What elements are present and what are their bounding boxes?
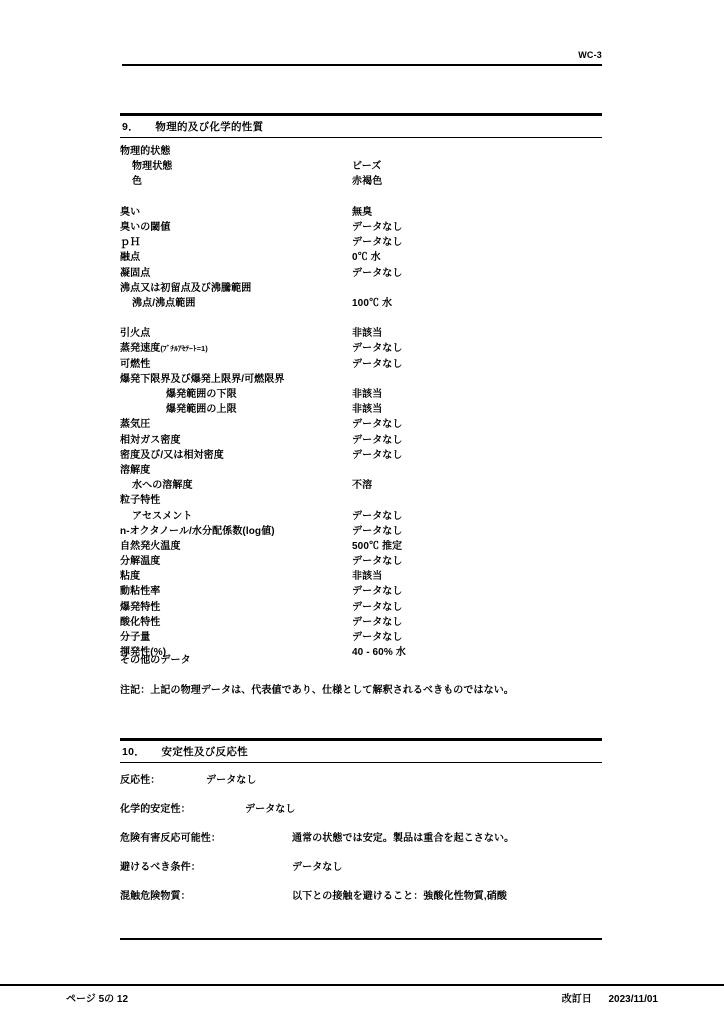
property-row [120, 387, 602, 402]
revision-info [562, 990, 658, 1005]
stability-value: 以下との接触を避けること：強酸化性物質,硝酸 [292, 891, 507, 902]
property-row [120, 524, 602, 539]
property-row [120, 266, 602, 281]
property-label: 蒸発速度 [120, 343, 161, 355]
section-10-title-line [120, 741, 602, 762]
stability-reactivity-list [120, 771, 602, 916]
property-row [120, 250, 602, 265]
property-row [120, 296, 602, 311]
property-value: データなし [352, 510, 403, 522]
property-label: 水への溶解度 [132, 480, 193, 492]
property-value: データなし [352, 419, 403, 431]
property-label: 分子量 [120, 632, 151, 643]
property-label: 爆発範囲の下限 [166, 389, 237, 400]
row-spacer [120, 311, 602, 326]
property-value: 無臭 [352, 206, 373, 218]
property-label: 粒子特性 [120, 495, 161, 507]
property-value: データなし [352, 616, 403, 628]
physical-properties-list [120, 144, 602, 660]
property-row [120, 341, 602, 356]
property-row [120, 539, 602, 554]
property-label: 沸点又は初留点及び沸騰範囲 [120, 282, 252, 294]
revision-label: 改訂日 [561, 994, 592, 1005]
property-value: データなし [352, 267, 403, 279]
property-value: 不溶 [352, 480, 373, 492]
section-9-title-line [120, 116, 602, 137]
property-label: 揮発性(%) [120, 647, 167, 659]
stability-row [120, 887, 602, 916]
stability-value: データなし [292, 862, 343, 873]
property-row [120, 509, 602, 524]
property-label: 爆発下限界及び爆発上限界/可燃限界 [120, 373, 285, 385]
property-label: 引火点 [120, 328, 151, 340]
property-label: 分解温度 [120, 556, 161, 568]
stability-label: 化学的安定性： [120, 804, 191, 815]
property-value: 500℃ 推定 [352, 540, 403, 552]
stability-row [120, 829, 602, 858]
section-10-rule-bottom [120, 762, 602, 763]
property-value: データなし [352, 358, 403, 370]
property-label: 自然発火温度 [120, 540, 181, 552]
header-divider [122, 64, 602, 66]
property-row [120, 615, 602, 630]
property-value: データなし [352, 632, 403, 643]
property-value: データなし [352, 586, 403, 598]
property-label: 溶解度 [120, 464, 151, 476]
property-value: データなし [352, 556, 403, 568]
page-number: ページ 5の 12 [66, 994, 129, 1005]
property-label: 可燃性 [120, 358, 151, 370]
section-10-closing-rule [120, 938, 602, 940]
property-value: 非該当 [352, 328, 383, 340]
property-row [120, 144, 602, 159]
property-row [120, 569, 602, 584]
property-row [120, 220, 602, 235]
section-10-heading [120, 738, 602, 763]
property-label: 爆発特性 [120, 601, 161, 613]
property-row [120, 357, 602, 372]
property-label: 臭い [120, 206, 141, 218]
document-code: WC-3 [578, 50, 602, 60]
property-row [120, 159, 602, 174]
property-label-qualifier: (ﾌﾞﾁﾙｱｾﾃｰﾄ=1) [160, 344, 208, 354]
property-row [120, 281, 602, 296]
stability-label: 避けるべき条件： [120, 862, 201, 873]
revision-date: 2023/11/01 [608, 994, 658, 1005]
property-row [120, 205, 602, 220]
property-value: データなし [352, 525, 403, 537]
property-row [120, 417, 602, 432]
row-spacer [120, 190, 602, 205]
property-label: アセスメント [132, 510, 193, 522]
property-value: 40 - 60% 水 [352, 647, 406, 659]
property-value: 非該当 [352, 571, 383, 583]
stability-label: 危険有害反応可能性： [120, 833, 221, 844]
section-9-heading [120, 113, 602, 138]
property-value: 0℃ 水 [352, 252, 381, 264]
property-row [120, 433, 602, 448]
property-label: 凝固点 [120, 267, 151, 279]
property-row [120, 478, 602, 493]
property-row [120, 372, 602, 387]
property-value: データなし [352, 221, 403, 233]
property-label: 粘度 [120, 571, 141, 583]
property-label: 酸化特性 [120, 616, 161, 628]
property-row [120, 463, 602, 478]
section-10-number: 10． [122, 745, 146, 758]
stability-row [120, 800, 602, 829]
property-label: 融点 [120, 252, 141, 264]
property-label: 臭いの閾値 [120, 221, 171, 233]
property-label: 相対ガス密度 [120, 434, 181, 446]
property-row [120, 174, 602, 189]
section-9-footnote: 注記：上記の物理データは、代表値であり、仕様として解釈されるべきものではない。 [120, 685, 514, 696]
property-label: ｐＨ [120, 237, 141, 249]
property-label: 物理的状態 [120, 146, 171, 157]
property-row [120, 402, 602, 417]
property-row [120, 448, 602, 463]
property-value: データなし [352, 237, 403, 249]
property-row [120, 493, 602, 508]
property-value: 非該当 [352, 404, 383, 416]
property-row [120, 554, 602, 569]
property-value: 100℃ 水 [352, 297, 393, 309]
property-label: 物理状態 [132, 161, 173, 173]
stability-row [120, 858, 602, 887]
property-value: データなし [352, 449, 403, 461]
property-value: 赤褐色 [352, 176, 383, 188]
property-row [120, 630, 602, 645]
stability-value: データなし [206, 775, 257, 786]
property-label: 蒸気圧 [120, 419, 151, 431]
section-9-number: 9． [122, 120, 139, 133]
property-label: 沸点/沸点範囲 [132, 297, 196, 309]
stability-row [120, 771, 602, 800]
footer-divider [0, 984, 724, 986]
property-label: 密度及び/又は相対密度 [120, 449, 224, 461]
property-label: 色 [132, 176, 143, 188]
section-10-title: 安定性及び反応性 [161, 745, 248, 758]
stability-value: データなし [245, 804, 296, 815]
section-9-rule-bottom [120, 137, 602, 138]
property-value: データなし [352, 601, 403, 613]
property-label: 動粘性率 [120, 586, 161, 598]
property-value: データなし [352, 343, 403, 355]
property-value: ビーズ [352, 161, 382, 173]
property-row [120, 584, 602, 599]
property-row [120, 600, 602, 615]
property-row [120, 326, 602, 341]
property-label: 爆発範囲の上限 [166, 404, 237, 416]
other-data-label: その他のデータ [120, 655, 191, 666]
stability-label: 混触危険物質： [120, 891, 191, 902]
property-row [120, 235, 602, 250]
property-value: データなし [352, 434, 403, 446]
property-value: 非該当 [352, 389, 383, 400]
section-9-title: 物理的及び化学的性質 [155, 120, 264, 133]
stability-value: 通常の状態では安定。製品は重合を起こさない。 [292, 833, 515, 844]
property-label: n-オクタノール/水分配係数(log値) [120, 525, 275, 537]
stability-label: 反応性： [120, 775, 161, 786]
